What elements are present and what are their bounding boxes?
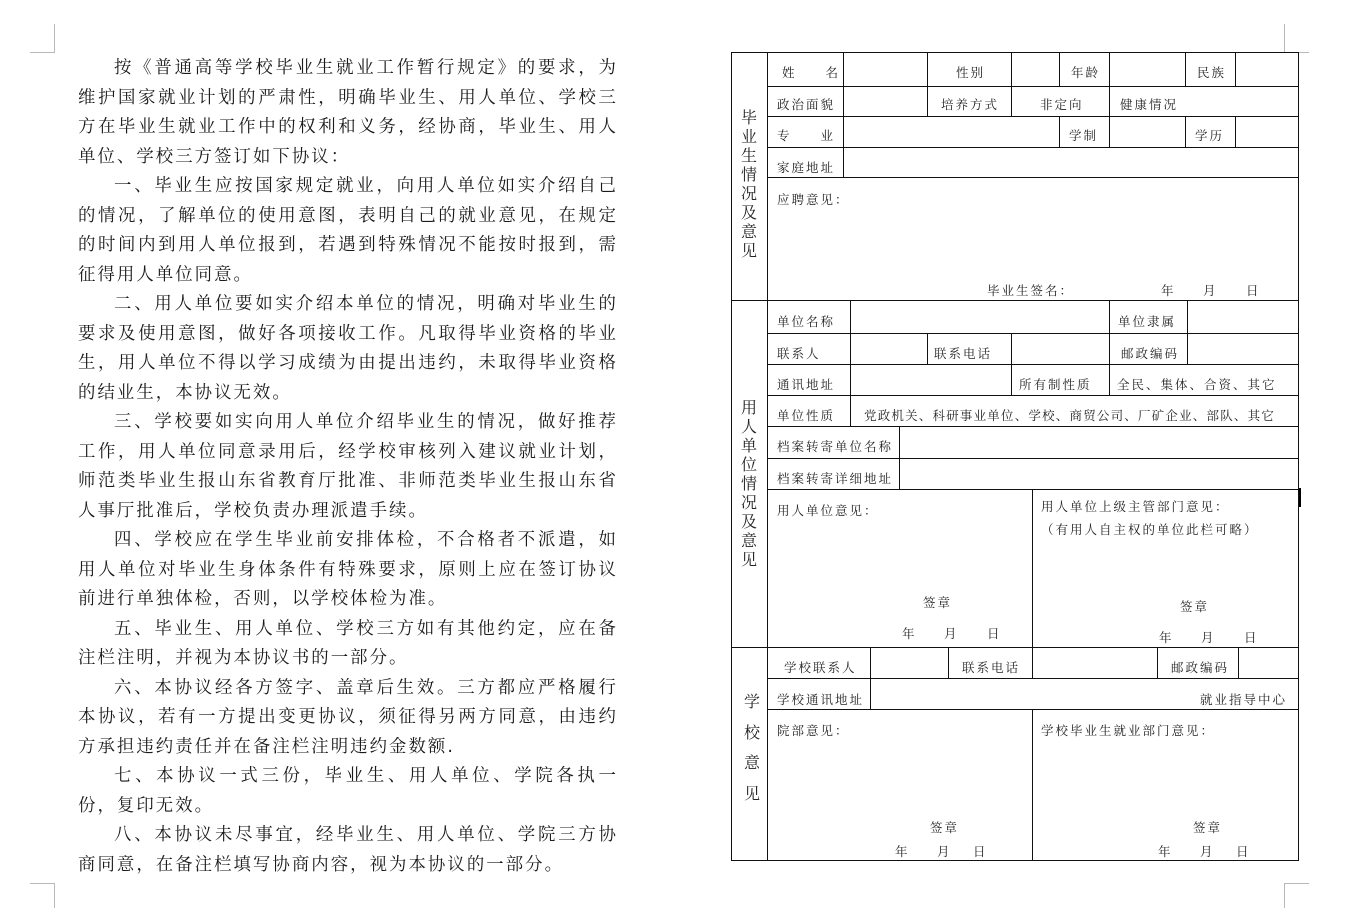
agreement-text-page (78, 54, 618, 880)
table-line (1157, 647, 1158, 678)
section-title-school: 学校意见 (743, 692, 760, 803)
archive-address-field[interactable] (901, 460, 1297, 488)
employment-dept-opinion-label: 学校毕业生就业部门意见： (1041, 723, 1216, 738)
agreement-clause: 四、学校应在学生毕业前安排体检，不合格者不派遣，如用人单位对毕业生身体条件有特殊要求，原则上应在签订协议前进行单独体检，否则，以学校体检为准。 (78, 530, 618, 609)
table-line (1059, 116, 1060, 147)
date-month-label: 月 (1203, 283, 1218, 298)
table-border (731, 52, 732, 861)
unit-name-label: 单位名称 (777, 314, 836, 329)
contact-person-label: 联系人 (777, 346, 821, 361)
agreement-clause: 八、本协议未尽事宜，经毕业生、用人单位、学院三方协商同意，在备注栏填写协商内容，视为本协议的一部分。 (78, 825, 618, 875)
table-line (1185, 116, 1186, 147)
agreement-intro: 按《普通高等学校毕业生就业工作暂行规定》的要求，为维护国家就业计划的严肃性，明确毕业生、用人单位、学校三方在毕业生就业工作中的权利和义务，经协商，毕业生、用人单位、学校三方签订如下协议： (78, 58, 618, 167)
crop-mark-bottom-left (30, 883, 55, 908)
date-day-label: 日 (1236, 844, 1251, 859)
phone-field[interactable] (1013, 335, 1107, 363)
school-phone-label: 联系电话 (962, 660, 1021, 675)
superior-opinion-note: （有用人自主权的单位此栏可略） (1041, 522, 1259, 537)
date-year-label: 年 (895, 844, 910, 859)
health-label: 健康情况 (1120, 97, 1179, 112)
political-status-label: 政治面貌 (777, 97, 836, 112)
dept-seal-label: 签章 (930, 820, 960, 835)
superior-opinion-label: 用人单位上级主管部门意见： (1041, 499, 1230, 514)
date-month-label: 月 (1200, 844, 1215, 859)
ownership-label: 所有制性质 (1019, 377, 1092, 392)
date-day-label: 日 (1244, 630, 1259, 645)
table-line (927, 52, 928, 116)
study-duration-field[interactable] (1111, 118, 1183, 146)
date-month-label: 月 (937, 844, 952, 859)
home-address-field[interactable] (845, 149, 1297, 176)
unit-nature-options: 党政机关、科研事业单位、学校、商贸公司、厂矿企业、部队、其它 (864, 408, 1276, 423)
phone-label: 联系电话 (934, 346, 993, 361)
date-day-label: 日 (987, 626, 1002, 641)
unit-nature-label: 单位性质 (777, 408, 836, 423)
school-address-value: 就业指导中心 (1200, 692, 1288, 707)
agreement-clause: 二、用人单位要如实介绍本单位的情况，明确对毕业生的要求及使用意图，做好各项接收工作。凡取得毕业资格的毕业生，用人单位不得以学习成绩为由提出违约，未取得毕业资格的结业生，本协议无效。 (78, 294, 618, 403)
table-line (767, 395, 1299, 396)
school-postcode-label: 邮政编码 (1171, 660, 1230, 675)
employer-opinion-field[interactable] (769, 520, 1030, 590)
employment-dept-opinion-field[interactable] (1034, 740, 1297, 810)
dept-opinion-field[interactable] (769, 740, 1030, 810)
unit-name-field[interactable] (852, 302, 1107, 332)
text-cursor (1299, 488, 1301, 507)
date-month-label: 月 (1201, 630, 1216, 645)
postcode-label: 邮政编码 (1121, 346, 1180, 361)
date-year-label: 年 (1161, 283, 1176, 298)
agreement-clause: 三、学校要如实向用人单位介绍毕业生的情况，做好推荐工作，用人单位同意录用后，经学校审核列入建议就业计划，师范类毕业生报山东省教育厅批准、非师范类毕业生报山东省人事厅批准后，学校负责办理派遣手续。 (78, 412, 618, 521)
ownership-options: 全民、集体、合资、其它 (1117, 377, 1277, 392)
table-line (1059, 52, 1060, 86)
school-phone-field[interactable] (1034, 649, 1155, 677)
political-status-field[interactable] (845, 88, 925, 115)
agreement-clause: 七、本协议一式三份，毕业生、用人单位、学院各执一份，复印无效。 (78, 766, 618, 816)
training-mode-value: 非定向 (1040, 97, 1084, 112)
crop-mark-top-left (30, 24, 55, 53)
school-postcode-field[interactable] (1240, 649, 1297, 677)
employer-opinion-label: 用人单位意见： (777, 503, 879, 518)
health-field[interactable] (1187, 88, 1297, 115)
table-border (1298, 52, 1299, 861)
degree-field[interactable] (1237, 118, 1297, 146)
section-title-employer: 用人单位情况及意见 (740, 398, 757, 569)
mailing-address-label: 通讯地址 (777, 377, 836, 392)
postcode-field[interactable] (1189, 335, 1297, 363)
application-opinion-field[interactable] (769, 205, 1297, 275)
agreement-clause: 五、毕业生、用人单位、学校三方如有其他约定，应在备注栏注明，并视为本协议书的一部分。 (78, 618, 618, 668)
age-label: 年龄 (1071, 65, 1101, 80)
section-divider (731, 647, 1299, 648)
date-day-label: 日 (973, 844, 988, 859)
major-field[interactable] (845, 118, 1057, 146)
name-field[interactable] (845, 54, 925, 84)
unit-affiliation-label: 单位隶属 (1118, 314, 1177, 329)
gender-label: 性别 (956, 65, 986, 80)
ethnicity-label: 民族 (1197, 65, 1227, 80)
date-month-label: 月 (944, 626, 959, 641)
date-day-label: 日 (1246, 283, 1261, 298)
table-border (731, 860, 1299, 861)
date-year-label: 年 (1159, 630, 1174, 645)
table-line (767, 177, 1299, 178)
school-contact-field[interactable] (872, 649, 946, 677)
crop-mark-bottom-right (1284, 883, 1309, 908)
archive-address-label: 档案转寄详细地址 (777, 471, 894, 486)
date-year-label: 年 (1158, 844, 1173, 859)
table-line (948, 647, 949, 678)
table-line (1185, 52, 1186, 86)
name-label: 姓 名 (782, 65, 841, 80)
superior-opinion-field[interactable] (1034, 540, 1297, 590)
crop-mark-top-right (1284, 24, 1309, 53)
home-address-label: 家庭地址 (777, 160, 836, 175)
school-address-label: 学校通讯地址 (777, 692, 865, 707)
mailing-address-field[interactable] (852, 366, 1009, 394)
ethnicity-field[interactable] (1237, 54, 1297, 84)
archive-unit-label: 档案转寄单位名称 (777, 439, 894, 454)
degree-label: 学历 (1195, 128, 1225, 143)
contact-person-field[interactable] (852, 335, 925, 363)
archive-unit-field[interactable] (901, 428, 1297, 457)
dept-opinion-label: 院部意见： (777, 723, 850, 738)
table-line (1109, 300, 1110, 395)
employment-dept-seal-label: 签章 (1193, 820, 1223, 835)
age-field[interactable] (1111, 54, 1183, 84)
table-line (927, 333, 928, 364)
school-contact-label: 学校联系人 (784, 660, 857, 675)
agreement-clause: 一、毕业生应按国家规定就业，向用人单位如实介绍自己的情况，了解单位的使用意图，表明自己的就业意见，在规定的时间内到用人单位报到，若遇到特殊情况不能按时报到，需征得用人单位同意。 (78, 176, 618, 285)
training-mode-label: 培养方式 (941, 97, 1000, 112)
graduate-signature-label: 毕业生签名： (987, 283, 1075, 298)
superior-seal-label: 签章 (1180, 599, 1210, 614)
agreement-clause: 六、本协议经各方签字、盖章后生效。三方都应严格履行本协议，若有一方提出变更协议，须征得另两方同意，由违约方承担违约责任并在备注栏注明违约金数额. (78, 677, 618, 757)
date-year-label: 年 (902, 626, 917, 641)
table-line (767, 364, 1299, 365)
study-duration-label: 学制 (1069, 128, 1099, 143)
application-opinion-label: 应聘意见： (777, 192, 850, 207)
unit-affiliation-field[interactable] (1189, 302, 1297, 332)
major-label: 专 业 (777, 128, 836, 143)
section-title-graduate: 毕业生情况及意见 (740, 108, 757, 260)
employer-seal-label: 签章 (923, 595, 953, 610)
gender-field[interactable] (1013, 54, 1057, 84)
table-line (767, 678, 1299, 679)
